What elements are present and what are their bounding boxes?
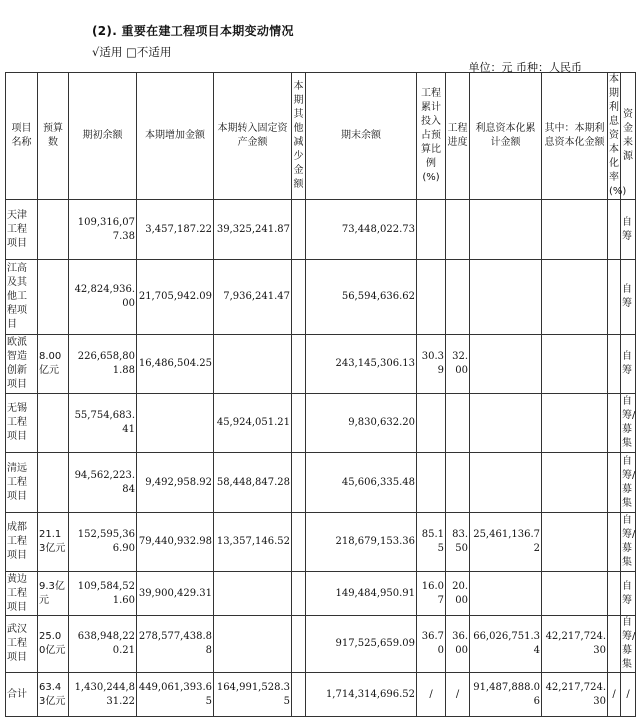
cell-other-decrease (292, 335, 306, 394)
cell-other-decrease (292, 513, 306, 572)
cell-increase (137, 394, 214, 453)
cell-name: 江高及其他工程项目 (6, 260, 38, 335)
cell-to-fixed: 164,991,528.35 (214, 673, 292, 717)
cell-progress: 36.00 (446, 616, 470, 673)
cell-fund-source: 自筹 (621, 200, 636, 260)
cell-other-decrease (292, 572, 306, 616)
cell-to-fixed: 39,325,241.87 (214, 200, 292, 260)
cell-other-decrease (292, 200, 306, 260)
cell-investment-ratio: 85.15 (417, 513, 446, 572)
cell-progress: 20.00 (446, 572, 470, 616)
cell-fund-source: 自筹 (621, 335, 636, 394)
cell-fund-source: 自筹/募集 (621, 453, 636, 513)
cell-interest-current (542, 513, 608, 572)
cell-closing: 73,448,022.73 (306, 200, 417, 260)
cell-interest-rate (608, 335, 621, 394)
cell-opening: 109,584,521.60 (69, 572, 137, 616)
header-increase: 本期增加金额 (137, 73, 214, 200)
cell-opening: 42,824,936.00 (69, 260, 137, 335)
table-row (6, 200, 636, 260)
cell-name: 武汉工程项目 (6, 616, 38, 673)
cell-increase: 449,061,393.65 (137, 673, 214, 717)
cell-closing: 56,594,636.62 (306, 260, 417, 335)
cell-budget: 63.43亿元 (38, 673, 69, 717)
cell-interest-current: 42,217,724.30 (542, 673, 608, 717)
cell-opening: 94,562,223.84 (69, 453, 137, 513)
table-row (6, 513, 636, 572)
cell-interest-cumulative: 25,461,136.72 (470, 513, 542, 572)
table-row (6, 572, 636, 616)
table-row (6, 394, 636, 453)
cell-opening: 226,658,801.88 (69, 335, 137, 394)
cell-increase: 79,440,932.98 (137, 513, 214, 572)
cell-other-decrease (292, 616, 306, 673)
cell-progress (446, 260, 470, 335)
cell-increase: 3,457,187.22 (137, 200, 214, 260)
cell-budget (38, 200, 69, 260)
cell-closing: 243,145,306.13 (306, 335, 417, 394)
cell-other-decrease (292, 453, 306, 513)
cell-interest-rate (608, 513, 621, 572)
cell-interest-cumulative: 66,026,751.34 (470, 616, 542, 673)
cell-opening: 152,595,366.90 (69, 513, 137, 572)
cell-fund-source: 自筹 (621, 260, 636, 335)
cell-progress (446, 453, 470, 513)
cell-progress: 83.50 (446, 513, 470, 572)
cell-to-fixed (214, 616, 292, 673)
header-interest-rate: 本期利息资本化率(%) (608, 73, 621, 200)
cell-interest-rate (608, 260, 621, 335)
cell-interest-cumulative (470, 260, 542, 335)
cell-interest-rate (608, 453, 621, 513)
cell-increase: 278,577,438.88 (137, 616, 214, 673)
cell-budget: 25.00亿元 (38, 616, 69, 673)
cell-progress (446, 394, 470, 453)
cell-interest-cumulative (470, 394, 542, 453)
cell-name: 无锡工程项目 (6, 394, 38, 453)
cell-name: 成都工程项目 (6, 513, 38, 572)
cell-interest-rate: / (608, 673, 621, 717)
cell-investment-ratio (417, 394, 446, 453)
cell-name: 黄边工程项目 (6, 572, 38, 616)
header-transfer-fixed-assets: 本期转入固定资产金额 (214, 73, 292, 200)
cell-fund-source: 自筹/募集 (621, 394, 636, 453)
cell-budget: 21.13亿元 (38, 513, 69, 572)
cell-budget (38, 394, 69, 453)
cell-interest-rate (608, 200, 621, 260)
cell-interest-rate (608, 616, 621, 673)
header-project-name: 项目名称 (6, 73, 38, 200)
cell-to-fixed: 7,936,241.47 (214, 260, 292, 335)
cell-interest-cumulative (470, 335, 542, 394)
header-row (6, 73, 636, 200)
cell-progress (446, 200, 470, 260)
cell-interest-cumulative (470, 453, 542, 513)
cell-opening: 109,316,077.38 (69, 200, 137, 260)
cell-fund-source: 自筹/募集 (621, 513, 636, 572)
cell-other-decrease (292, 260, 306, 335)
header-budget: 预算数 (38, 73, 69, 200)
cell-interest-current (542, 335, 608, 394)
cell-budget: 9.3亿元 (38, 572, 69, 616)
cell-increase: 39,900,429.31 (137, 572, 214, 616)
cell-progress: 32.00 (446, 335, 470, 394)
header-interest-capitalized-cumulative: 利息资本化累计金额 (470, 73, 542, 200)
cell-fund-source: 自筹/募集 (621, 616, 636, 673)
cell-closing: 149,484,950.91 (306, 572, 417, 616)
cell-to-fixed: 58,448,847.28 (214, 453, 292, 513)
cell-progress: / (446, 673, 470, 717)
cell-name: 合计 (6, 673, 38, 717)
table-row (6, 616, 636, 673)
cell-budget: 8.00亿元 (38, 335, 69, 394)
construction-projects-table (5, 72, 636, 717)
cell-name: 天津工程项目 (6, 200, 38, 260)
header-other-decrease: 本期其他减少金额 (292, 73, 306, 200)
cell-increase: 21,705,942.09 (137, 260, 214, 335)
cell-other-decrease (292, 394, 306, 453)
cell-budget (38, 453, 69, 513)
cell-interest-current (542, 572, 608, 616)
cell-closing: 9,830,632.20 (306, 394, 417, 453)
cell-other-decrease (292, 673, 306, 717)
cell-interest-cumulative (470, 572, 542, 616)
header-progress: 工程进度 (446, 73, 470, 200)
cell-investment-ratio: / (417, 673, 446, 717)
cell-increase: 16,486,504.25 (137, 335, 214, 394)
cell-to-fixed: 13,357,146.52 (214, 513, 292, 572)
cell-fund-source: / (621, 673, 636, 717)
unit-currency-line: 单位：元 币种：人民币 (468, 61, 582, 74)
cell-investment-ratio (417, 260, 446, 335)
cell-interest-current: 42,217,724.30 (542, 616, 608, 673)
cell-investment-ratio (417, 200, 446, 260)
cell-closing: 917,525,659.09 (306, 616, 417, 673)
cell-fund-source: 自筹 (621, 572, 636, 616)
cell-opening: 638,948,220.21 (69, 616, 137, 673)
cell-interest-rate (608, 572, 621, 616)
cell-to-fixed (214, 335, 292, 394)
cell-investment-ratio: 36.70 (417, 616, 446, 673)
cell-investment-ratio: 16.07 (417, 572, 446, 616)
table-row (6, 335, 636, 394)
header-opening-balance: 期初余额 (69, 73, 137, 200)
cell-increase: 9,492,958.92 (137, 453, 214, 513)
cell-interest-current (542, 260, 608, 335)
cell-interest-rate (608, 394, 621, 453)
cell-interest-cumulative: 91,487,888.06 (470, 673, 542, 717)
cell-interest-current (542, 200, 608, 260)
header-fund-source: 资金来源 (621, 73, 636, 200)
header-closing-balance: 期末余额 (306, 73, 417, 200)
cell-name: 清远工程项目 (6, 453, 38, 513)
cell-closing: 1,714,314,696.52 (306, 673, 417, 717)
applicability-options: √适用 □不适用 (92, 45, 172, 59)
cell-closing: 45,606,335.48 (306, 453, 417, 513)
table-row-total (6, 673, 636, 717)
section-title: (2). 重要在建工程项目本期变动情况 (92, 24, 294, 38)
table-row (6, 453, 636, 513)
cell-name: 欧派智造创新项目 (6, 335, 38, 394)
header-interest-capitalized-current: 其中：本期利息资本化金额 (542, 73, 608, 200)
cell-interest-current (542, 453, 608, 513)
table-row (6, 260, 636, 335)
cell-interest-current (542, 394, 608, 453)
cell-investment-ratio: 30.39 (417, 335, 446, 394)
header-investment-ratio: 工程累计投入占预算比例(%) (417, 73, 446, 200)
cell-investment-ratio (417, 453, 446, 513)
cell-opening: 55,754,683.41 (69, 394, 137, 453)
cell-closing: 218,679,153.36 (306, 513, 417, 572)
cell-to-fixed (214, 572, 292, 616)
cell-to-fixed: 45,924,051.21 (214, 394, 292, 453)
cell-interest-cumulative (470, 200, 542, 260)
cell-budget (38, 260, 69, 335)
cell-opening: 1,430,244,831.22 (69, 673, 137, 717)
